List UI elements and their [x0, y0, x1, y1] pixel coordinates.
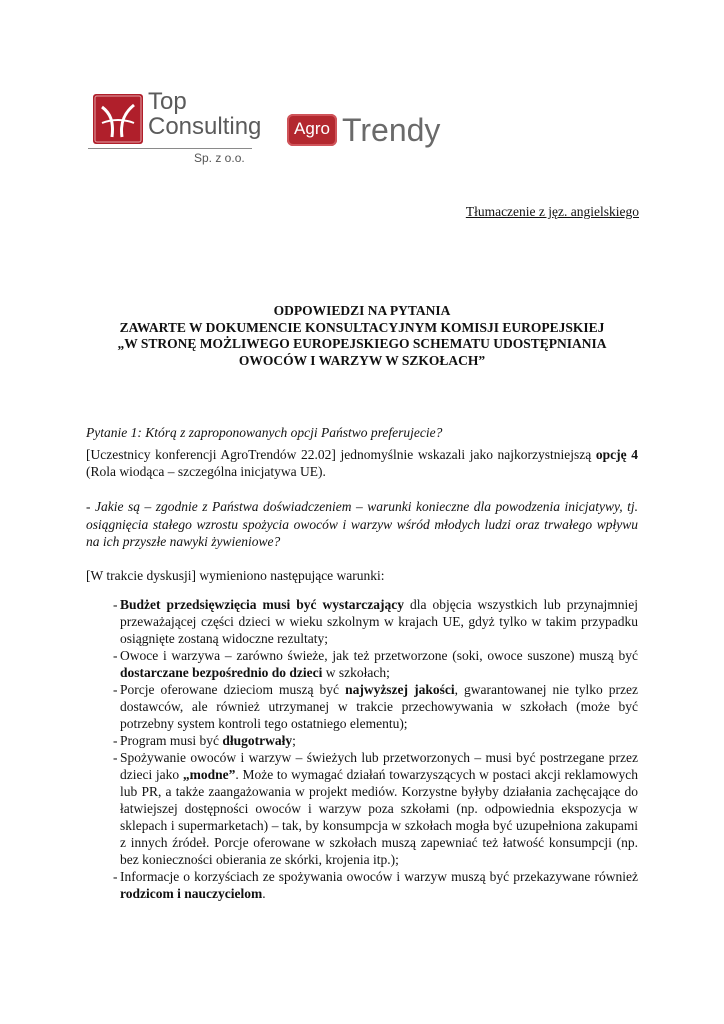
- condition-4-tail: ;: [292, 733, 296, 748]
- condition-4-text: Program musi być: [120, 733, 223, 748]
- list-item: [86, 596, 638, 647]
- title-line-2: ZAWARTE W DOKUMENCIE KONSULTACYJNYM KOMISJI EUROPEJSKIEJ: [119, 319, 605, 335]
- condition-6-bold: rodzicom i nauczycielom: [120, 886, 263, 901]
- list-dash: -: [113, 648, 118, 663]
- agro-badge: [287, 114, 337, 146]
- answer-1-tail: (Rola wiodąca – szczególna inicjatywa UE).: [86, 464, 326, 479]
- question-1: Pytanie 1: Którą z zaproponowanych opcji Państwo preferujecie?: [86, 425, 443, 440]
- list-item: [86, 868, 638, 902]
- logo-company-form: Sp. z o.o.: [194, 151, 245, 165]
- list-item: [86, 732, 638, 749]
- top-consulting-mark-icon: [92, 93, 144, 145]
- answer-1: [86, 446, 638, 480]
- trendy-wordmark: Trendy: [342, 112, 441, 148]
- list-dash: -: [113, 750, 118, 765]
- condition-1-bold: Budżet przedsięwzięcia musi być wystarczający: [120, 597, 404, 612]
- condition-5-bold: „modne”: [182, 767, 236, 782]
- condition-1-text: dla objęcia wszystkich lub przynajmniej przeważającej części dzieci w wieku szkolnym w krajach UE, gdyż tylko w takim przypadku osiągnięte zostaną widoczne rezultaty;: [120, 597, 638, 646]
- translation-note: Tłumaczenie z jęz. angielskiego: [465, 204, 639, 219]
- condition-2-bold: dostarczane bezpośrednio do dzieci: [120, 665, 323, 680]
- answer-1-text: [Uczestnicy konferencji AgroTrendów 22.02] jednomyślnie wskazali jako najkorzystniejszą: [86, 447, 596, 462]
- title-line-1: ODPOWIEDZI NA PYTANIA: [273, 303, 451, 318]
- condition-3-tail: , gwarantowanej nie tylko przez dostawców, ale również utrzymanej w trakcie przechowywania w szkołach (może być potrzebny system kontroli tego ostatniego elementu);: [120, 682, 638, 731]
- logo-word-consulting: Consulting: [148, 113, 262, 140]
- condition-6-text: Informacje o korzyściach ze spożywania owoców i warzyw muszą być przekazywane również: [120, 869, 638, 884]
- title-line-3: „W STRONĘ MOŻLIWEGO EUROPEJSKIEGO SCHEMATU UDOSTĘPNIANIA: [117, 336, 607, 351]
- condition-5-tail: . Może to wymagać działań towarzyszących w postaci akcji reklamowych lub PR, a także zaangażowania w projekt mediów. Korzystne byłyby działania zachęcające do łatwiejszej dostępności owoców i warzyw poza szkołami (np. odpowiednia ekspozycja w sklepach i supermarketach) – tak, by konsumpcja w szkołach mogła być uzupełniona zakupami z innych źródeł. Porcje oferowane w szkołach muszą zapewniać też łatwość konsumpcji (np. bez konieczności obierania ze skórki, krojenia itp.);: [120, 767, 638, 867]
- list-item: [86, 647, 638, 681]
- agro-badge-text: Agro: [294, 119, 330, 138]
- list-dash: -: [113, 733, 118, 748]
- document-title: [86, 303, 638, 369]
- condition-5-text: Spożywanie owoców i warzyw – świeżych lub przetworzonych – musi być postrzegane przez dzieci jako: [120, 750, 638, 782]
- top-consulting-logo: [88, 88, 262, 166]
- agrotrendy-logo: [287, 110, 447, 150]
- condition-3-text: Porcje oferowane dzieciom muszą być: [120, 682, 346, 697]
- list-dash: -: [113, 597, 118, 612]
- title-line-4: OWOCÓW I WARZYW W SZKOŁACH”: [238, 352, 486, 368]
- list-dash: -: [113, 869, 118, 884]
- logo-divider: [88, 148, 252, 149]
- logo-word-top: Top: [148, 88, 187, 115]
- question-2: - Jakie są – zgodnie z Państwa doświadczeniem – warunki konieczne dla powodzenia inicjatywy, tj. osiągnięcia stałego wzrostu spożycia owoców i warzyw wśród młodych ludzi oraz trwałego wpływu na ich przyszłe nawyki żywieniowe?: [86, 499, 638, 549]
- conditions-list: [86, 596, 638, 902]
- condition-2-text: Owoce i warzywa – zarówno świeże, jak też przetworzone (soki, owoce suszone) muszą być: [120, 648, 638, 663]
- condition-3-bold: najwyższej jakości: [345, 682, 455, 697]
- list-item: [86, 681, 638, 732]
- condition-2-tail: w szkołach;: [322, 665, 390, 680]
- answer-1-bold: opcję 4: [595, 447, 638, 462]
- conditions-intro: [W trakcie dyskusji] wymieniono następujące warunki:: [86, 568, 385, 583]
- list-dash: -: [113, 682, 118, 697]
- condition-6-tail: .: [262, 886, 266, 901]
- condition-4-bold: długotrwały: [222, 733, 293, 748]
- list-item: [86, 749, 638, 868]
